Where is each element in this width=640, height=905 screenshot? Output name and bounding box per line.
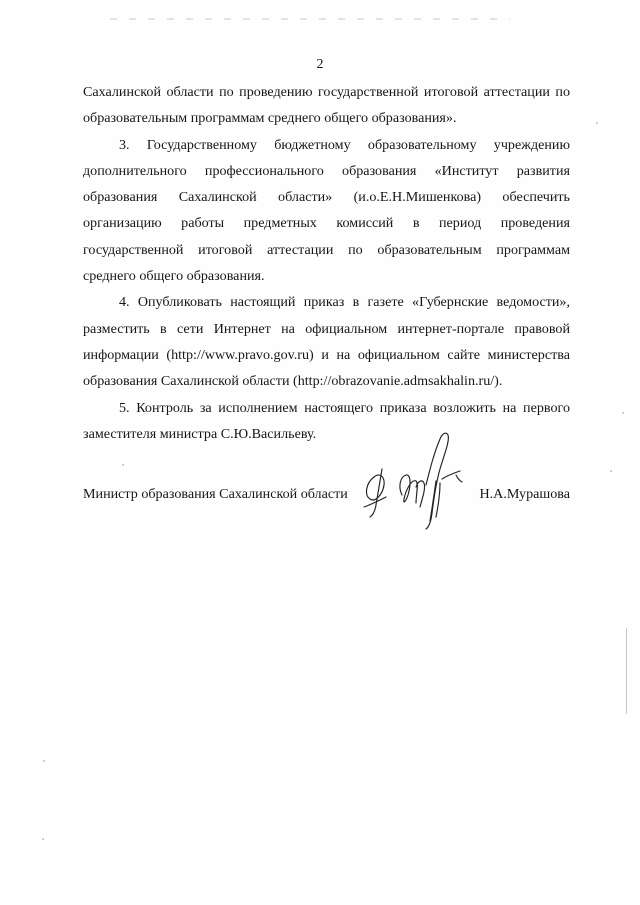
signature-block — [83, 481, 570, 511]
paragraph-item-5: 5. Контроль за исполнением настоящего приказа возложить на первого заместителя министра С.Ю.Васильеву. — [83, 399, 570, 442]
signatory-name: Н.А.Мурашова — [479, 486, 570, 502]
scan-noise-line — [110, 18, 510, 20]
page-number: 2 — [316, 57, 324, 72]
scan-speck — [610, 470, 612, 472]
handwritten-signature — [356, 425, 466, 533]
scan-speck — [43, 760, 45, 762]
paragraph-continuation: Сахалинской области по проведению государственной итоговой аттестации по образовательным программам среднего общего образования». — [83, 84, 570, 127]
scan-edge-line — [626, 628, 627, 714]
scan-speck — [122, 464, 124, 466]
paragraph-item-3: 3. Государственному бюджетному образовательному учреждению дополнительного профессионального образования «Институт развития образования Сахалинской области» (и.о.Е.Н.Мишенкова) обеспечить организацию работы предметных комиссий в период проведения государственной итоговой аттестации по образовательным программам среднего общего образования. — [83, 136, 570, 285]
scan-speck — [596, 122, 598, 124]
paragraph-item-4: 4. Опубликовать настоящий приказ в газете «Губернские ведомости», разместить в сети Интернет на официальном интернет-портале правовой информации (http://www.pravo.gov.ru) и на официальном сайте министерства образования Сахалинской области (http://obrazovanie.admsakhalin.ru/). — [83, 294, 570, 390]
signatory-role: Министр образования Сахалинской области — [83, 486, 348, 502]
scan-speck — [42, 838, 44, 840]
document-body — [83, 79, 570, 447]
scan-speck — [622, 412, 624, 414]
